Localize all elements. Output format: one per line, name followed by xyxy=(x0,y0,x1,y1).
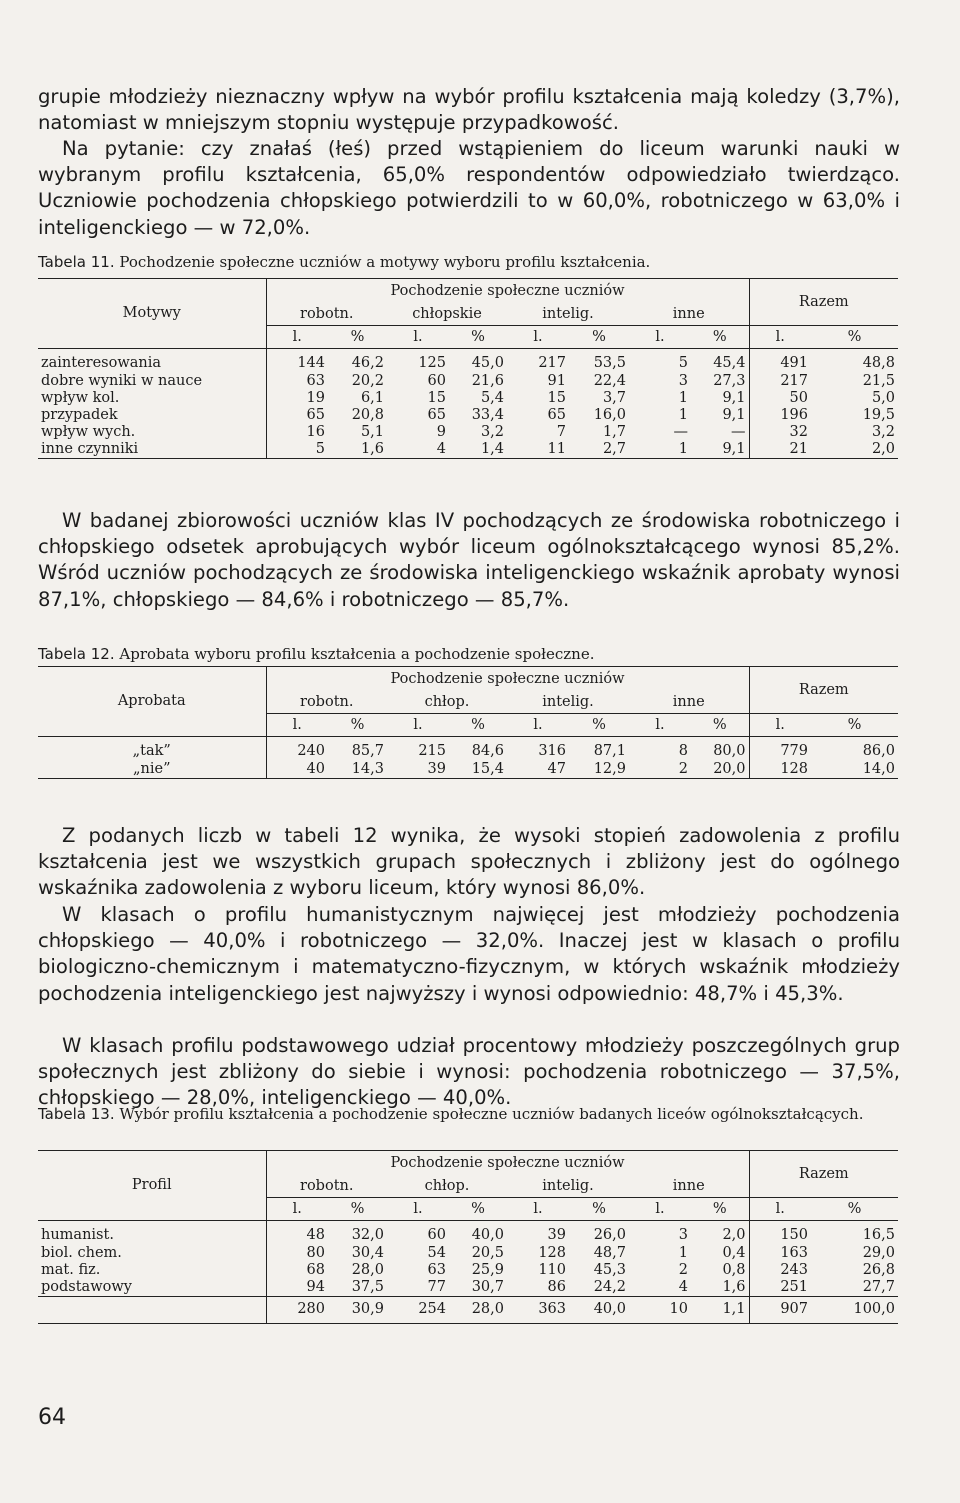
table-cell: 20,8 xyxy=(351,406,384,423)
table-cell: 316 xyxy=(538,743,566,760)
table-cell: 20,0 xyxy=(691,761,749,779)
subheader: % xyxy=(691,326,749,349)
subheader: l. xyxy=(749,326,811,349)
table-cell: 60 xyxy=(427,372,446,389)
paragraph-6 xyxy=(38,1033,900,1112)
subheader: l. xyxy=(507,326,569,349)
total-header: Razem xyxy=(749,667,898,714)
group-label: robotn. xyxy=(266,303,387,326)
table-13 xyxy=(38,1150,898,1324)
table-cell: 110 xyxy=(538,1261,566,1278)
total-cell: 280 xyxy=(266,1296,328,1323)
paragraph-3-text: W badanej zbiorowości uczniów klas IV pochodzących ze środowiska robotniczego i chłopskiego odsetek aprobujących wybór liceum ogólnokształcącego wynosi 85,2%. Wśród uczniów pochodzących ze środowiska inteligenckiego wskaźnik aprobaty wynosi 87,1%, chłopskiego — 84,6% i robotniczego — 85,7%. xyxy=(38,509,900,611)
subheader: % xyxy=(569,714,629,737)
table-cell: 5,0 xyxy=(871,389,895,406)
group-label: inne xyxy=(629,1175,749,1198)
group-label: chłopskie xyxy=(387,303,507,326)
table-cell: 4 xyxy=(387,441,449,459)
table-cell: 215 xyxy=(418,743,446,760)
table-cell: 9,1 xyxy=(691,441,749,459)
table-cell: 6,1 xyxy=(360,389,384,406)
row-label: wpływ kol. xyxy=(38,390,266,407)
table-cell: 150 xyxy=(749,1221,811,1245)
table11-caption xyxy=(38,253,898,272)
table-cell: 47 xyxy=(507,761,569,779)
paragraph-5-text: W klasach o profilu humanistycznym najwięcej jest młodzieży pochodzenia chłopskiego — 40,0% i robotniczego — 32,0%. Inaczej jest w klasach o profilu biologiczno-chemicznym i matematyczno-fizycznym, w których wskaźnik młodzieży pochodzenia inteligenckiego jest najwyższy i wynosi odpowiednio: 48,7% i 45,3%. xyxy=(38,903,900,1005)
table-cell: 7 xyxy=(556,423,566,440)
table-cell: 8 xyxy=(678,743,688,760)
table-cell: 30,7 xyxy=(449,1279,507,1297)
table-cell: 3,2 xyxy=(871,423,895,440)
table-cell: 21,6 xyxy=(471,372,504,389)
table-cell: 1 xyxy=(629,441,691,459)
paragraph-2 xyxy=(38,136,900,241)
table-cell: 1 xyxy=(678,389,688,406)
table-cell: 20,2 xyxy=(351,372,384,389)
table-cell: 163 xyxy=(749,1245,811,1262)
table-cell: 15 xyxy=(547,389,566,406)
table-cell: 217 xyxy=(749,373,811,390)
subheader: % xyxy=(569,1198,629,1221)
table-cell: 21,5 xyxy=(862,372,895,389)
table-cell: 240 xyxy=(297,743,325,760)
table-cell: 3 xyxy=(678,1227,688,1244)
table-cell: 68 xyxy=(306,1261,325,1278)
row-label: wpływ wych. xyxy=(38,424,266,441)
table13-label: Tabela 13. xyxy=(38,1105,115,1123)
subheader: % xyxy=(449,714,507,737)
table-cell: 20,5 xyxy=(471,1244,504,1261)
table-cell: — xyxy=(731,423,746,440)
table12-title: Aprobata wyboru profilu kształcenia a pochodzenie społeczne. xyxy=(119,645,595,663)
table-cell: 12,9 xyxy=(569,761,629,779)
total-header: Razem xyxy=(749,279,898,326)
table-cell: 14,3 xyxy=(328,761,387,779)
table-row xyxy=(38,737,898,761)
table-cell: 26,8 xyxy=(862,1261,895,1278)
table11-label: Tabela 11. xyxy=(38,253,115,271)
table-11 xyxy=(38,278,898,459)
table-cell: 15,4 xyxy=(449,761,507,779)
group-label: intelig. xyxy=(507,691,629,714)
table13-title: Wybór profilu kształcenia a pochodzenie społeczne uczniów badanych liceów ogólnokształcących. xyxy=(119,1105,864,1123)
row-label: przypadek xyxy=(38,407,266,424)
table-cell: 2,0 xyxy=(722,1227,746,1244)
group-header: Pochodzenie społeczne uczniów xyxy=(266,279,749,304)
table-cell: 1 xyxy=(678,406,688,423)
table-cell: 2,0 xyxy=(811,441,898,459)
paragraph-4 xyxy=(38,823,900,902)
row-header: Motywy xyxy=(38,279,266,349)
group-label: chłop. xyxy=(387,1175,507,1198)
subheader: l. xyxy=(266,326,328,349)
subheader: % xyxy=(691,714,749,737)
table-cell: 29,0 xyxy=(862,1244,895,1261)
table-row xyxy=(38,424,898,441)
table-row xyxy=(38,1245,898,1262)
subheader: l. xyxy=(629,1198,691,1221)
table-cell: 40,0 xyxy=(471,1227,504,1244)
table-cell: 32,0 xyxy=(351,1227,384,1244)
subheader: % xyxy=(811,1198,898,1221)
table-row xyxy=(38,390,898,407)
table-cell: 19 xyxy=(306,389,325,406)
table-cell: 1 xyxy=(678,1244,688,1261)
table-row xyxy=(38,1221,898,1245)
table-cell: 28,0 xyxy=(351,1261,384,1278)
table-row xyxy=(38,1262,898,1279)
table-cell: 32 xyxy=(749,424,811,441)
table-cell: 30,4 xyxy=(351,1244,384,1261)
table-row xyxy=(38,761,898,779)
subheader: % xyxy=(569,326,629,349)
table-cell: 45,4 xyxy=(713,355,746,372)
total-cell: 1,1 xyxy=(691,1296,749,1323)
table-cell: 86 xyxy=(507,1279,569,1297)
table-cell: 1,7 xyxy=(602,423,626,440)
subheader: % xyxy=(811,326,898,349)
subheader: l. xyxy=(266,714,328,737)
table-cell: 21 xyxy=(749,441,811,459)
table-cell: 5 xyxy=(266,441,328,459)
table-row xyxy=(38,441,898,459)
table-cell: 48,8 xyxy=(862,355,895,372)
table-cell: 128 xyxy=(538,1244,566,1261)
table-cell: 144 xyxy=(297,355,325,372)
group-label: inne xyxy=(629,691,749,714)
table-cell: 779 xyxy=(749,737,811,761)
subheader: % xyxy=(328,714,387,737)
table-cell: 5,1 xyxy=(360,423,384,440)
table-cell: 94 xyxy=(266,1279,328,1297)
table-cell: 27,3 xyxy=(713,372,746,389)
table-cell: 37,5 xyxy=(328,1279,387,1297)
table-cell: — xyxy=(673,423,688,440)
table12-label: Tabela 12. xyxy=(38,645,115,663)
subheader: % xyxy=(449,1198,507,1221)
total-cell: 10 xyxy=(629,1296,691,1323)
group-header: Pochodzenie społeczne uczniów xyxy=(266,1151,749,1176)
subheader: % xyxy=(328,326,387,349)
row-label: humanist. xyxy=(38,1221,266,1245)
table13-caption xyxy=(38,1105,898,1124)
subheader: l. xyxy=(507,1198,569,1221)
table-cell: 3,7 xyxy=(602,389,626,406)
table-cell: 65 xyxy=(547,406,566,423)
subheader: l. xyxy=(387,1198,449,1221)
table-cell: 22,4 xyxy=(593,372,626,389)
table-cell: 9 xyxy=(436,423,446,440)
total-cell: 100,0 xyxy=(811,1296,898,1323)
table-cell: 80 xyxy=(306,1244,325,1261)
row-label: „tak” xyxy=(38,737,266,761)
table-cell: 39 xyxy=(547,1227,566,1244)
table-cell: 14,0 xyxy=(811,761,898,779)
row-label: podstawowy xyxy=(38,1279,266,1297)
row-label: dobre wyniki w nauce xyxy=(38,373,266,390)
subheader: l. xyxy=(629,714,691,737)
table-cell: 27,7 xyxy=(811,1279,898,1297)
subheader: l. xyxy=(266,1198,328,1221)
table-cell: 19,5 xyxy=(862,406,895,423)
subheader: l. xyxy=(387,326,449,349)
table-cell: 1,4 xyxy=(449,441,507,459)
paragraph-6-text: W klasach profilu podstawowego udział procentowy młodzieży poszczególnych grup społecznych jest zbliżony do siebie i wynosi: pochodzenia robotniczego — 37,5%, chłopskiego — 28,0%, inteligenckiego — 40,0%. xyxy=(38,1034,900,1110)
paragraph-5 xyxy=(38,902,900,1007)
table-cell: 77 xyxy=(387,1279,449,1297)
paragraph-1: grupie młodzieży nieznaczny wpływ na wybór profilu kształcenia mają koledzy (3,7%), natomiast w mniejszym stopniu występuje przypadkowość. xyxy=(38,85,900,135)
table-cell: 48,7 xyxy=(593,1244,626,1261)
table-cell: 85,7 xyxy=(351,743,384,760)
total-cell: 363 xyxy=(507,1296,569,1323)
subheader: % xyxy=(449,326,507,349)
table-cell: 16,0 xyxy=(593,406,626,423)
table-cell: 2 xyxy=(629,761,691,779)
table-cell: 1,6 xyxy=(691,1279,749,1297)
row-label: mat. fiz. xyxy=(38,1262,266,1279)
subheader: % xyxy=(811,714,898,737)
total-header: Razem xyxy=(749,1151,898,1198)
paragraph-2-text: Na pytanie: czy znałaś (łeś) przed wstąpieniem do liceum warunki nauki w wybranym profilu kształcenia, 65,0% respondentów odpowiedziało twierdząco. Uczniowie pochodzenia chłopskiego potwierdzili to w 60,0%, robotniczego w 63,0% i inteligenckiego — w 72,0%. xyxy=(38,137,900,239)
table-cell: 11 xyxy=(507,441,569,459)
table-cell: 2 xyxy=(678,1261,688,1278)
group-label: robotn. xyxy=(266,691,387,714)
table-cell: 84,6 xyxy=(471,743,504,760)
table-row xyxy=(38,1279,898,1297)
table-cell: 91 xyxy=(547,372,566,389)
table-cell: 45,3 xyxy=(593,1261,626,1278)
table-cell: 53,5 xyxy=(593,355,626,372)
table-cell: 39 xyxy=(387,761,449,779)
table-cell: 87,1 xyxy=(593,743,626,760)
table-cell: 33,4 xyxy=(471,406,504,423)
row-label: „nie” xyxy=(38,761,266,779)
table-cell: 128 xyxy=(749,761,811,779)
row-header: Profil xyxy=(38,1151,266,1221)
group-label: chłop. xyxy=(387,691,507,714)
table-cell: 217 xyxy=(538,355,566,372)
table-cell: 48 xyxy=(306,1227,325,1244)
group-label: inne xyxy=(629,303,749,326)
subheader: l. xyxy=(749,1198,811,1221)
table-cell: 4 xyxy=(629,1279,691,1297)
group-header: Pochodzenie społeczne uczniów xyxy=(266,667,749,692)
table-cell: 46,2 xyxy=(351,355,384,372)
table-cell: 1,6 xyxy=(328,441,387,459)
table-cell: 3,2 xyxy=(480,423,504,440)
row-header: Aprobata xyxy=(38,667,266,737)
subheader: % xyxy=(691,1198,749,1221)
table-cell: 50 xyxy=(749,390,811,407)
table-cell: 16,5 xyxy=(862,1227,895,1244)
table-cell: 125 xyxy=(418,355,446,372)
table-12 xyxy=(38,666,898,779)
total-cell: 30,9 xyxy=(328,1296,387,1323)
group-label: intelig. xyxy=(507,303,629,326)
row-label: inne czynniki xyxy=(38,441,266,459)
table-cell: 63 xyxy=(427,1261,446,1278)
total-cell: 40,0 xyxy=(569,1296,629,1323)
group-label: robotn. xyxy=(266,1175,387,1198)
table-cell: 86,0 xyxy=(862,743,895,760)
table11-title: Pochodzenie społeczne uczniów a motywy wyboru profilu kształcenia. xyxy=(119,253,651,271)
total-row xyxy=(38,1296,898,1323)
subheader: l. xyxy=(629,326,691,349)
table-cell: 2,7 xyxy=(569,441,629,459)
subheader: l. xyxy=(749,714,811,737)
table-cell: 26,0 xyxy=(593,1227,626,1244)
table-cell: 0,4 xyxy=(722,1244,746,1261)
table-cell: 9,1 xyxy=(722,406,746,423)
total-cell: 254 xyxy=(387,1296,449,1323)
row-label xyxy=(38,1296,266,1323)
table-row xyxy=(38,349,898,373)
subheader: % xyxy=(328,1198,387,1221)
row-label: biol. chem. xyxy=(38,1245,266,1262)
table-cell: 54 xyxy=(427,1244,446,1261)
subheader: l. xyxy=(507,714,569,737)
table-cell: 40 xyxy=(266,761,328,779)
table-cell: 65 xyxy=(427,406,446,423)
total-cell: 28,0 xyxy=(449,1296,507,1323)
table-cell: 25,9 xyxy=(471,1261,504,1278)
table-cell: 45,0 xyxy=(471,355,504,372)
table-cell: 3 xyxy=(678,372,688,389)
subheader: l. xyxy=(387,714,449,737)
table-cell: 196 xyxy=(749,407,811,424)
table-cell: 5,4 xyxy=(480,389,504,406)
table12-caption xyxy=(38,645,898,664)
table-cell: 15 xyxy=(427,389,446,406)
table-cell: 0,8 xyxy=(722,1261,746,1278)
paragraph-4-text: Z podanych liczb w tabeli 12 wynika, że wysoki stopień zadowolenia z profilu kształcenia jest we wszystkich grupach społecznych i zbliżony jest do ogólnego wskaźnika zadowolenia z wyboru liceum, który wynosi 86,0%. xyxy=(38,824,900,900)
table-cell: 5 xyxy=(678,355,688,372)
table-cell: 9,1 xyxy=(722,389,746,406)
table-cell: 251 xyxy=(749,1279,811,1297)
row-label: zainteresowania xyxy=(38,349,266,373)
table-cell: 491 xyxy=(749,349,811,373)
table-cell: 24,2 xyxy=(569,1279,629,1297)
total-cell: 907 xyxy=(749,1296,811,1323)
table-cell: 65 xyxy=(306,406,325,423)
table-cell: 63 xyxy=(306,372,325,389)
table-cell: 60 xyxy=(427,1227,446,1244)
table-cell: 16 xyxy=(306,423,325,440)
table-cell: 243 xyxy=(749,1262,811,1279)
table-row xyxy=(38,407,898,424)
group-label: intelig. xyxy=(507,1175,629,1198)
table-row xyxy=(38,373,898,390)
paragraph-3 xyxy=(38,508,900,613)
page-number: 64 xyxy=(38,1405,66,1430)
table-cell: 80,0 xyxy=(713,743,746,760)
